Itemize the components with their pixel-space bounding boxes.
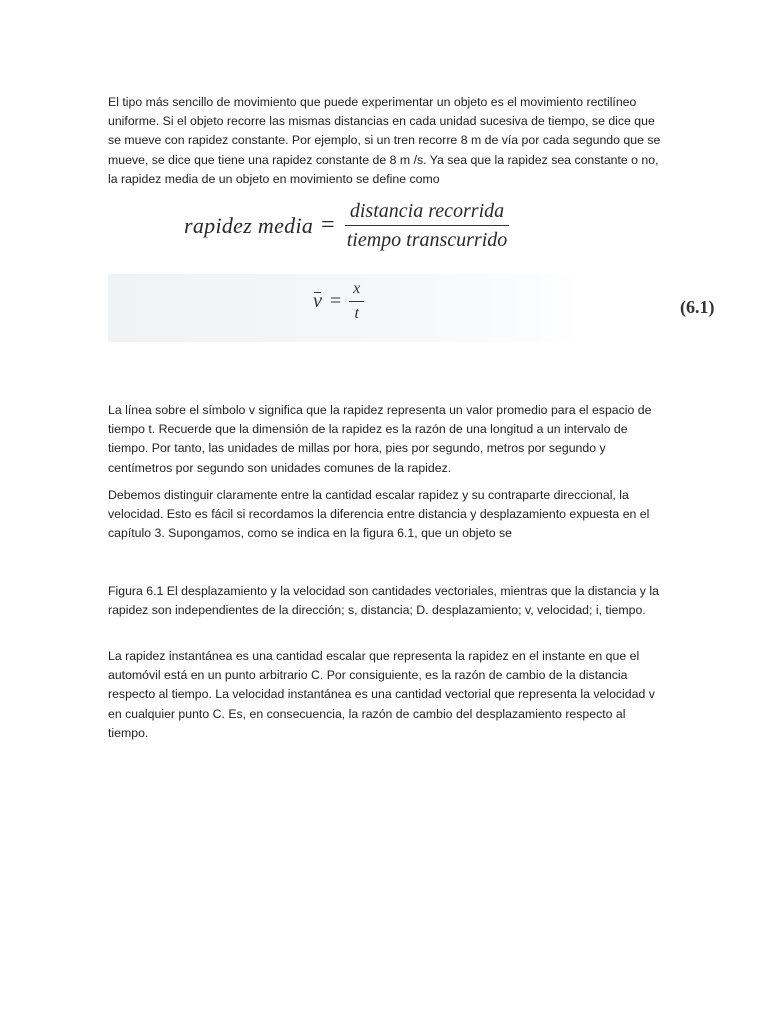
fraction-bar: [345, 225, 510, 226]
equation-number: (6.1): [680, 297, 715, 317]
formula-symbolic: [313, 280, 364, 323]
formula-image: [108, 192, 715, 342]
paragraph-scalar-vector: Debemos distinguir claramente entre la cantidad escalar rapidez y su contraparte direccional, la velocidad. Esto es fácil si recordamos la diferencia entre distancia y desplazamiento expuesta en el capítulo 3. Supongamos, como se indica en la figura 6.1, que un objeto se: [108, 488, 650, 541]
formula-denominator: tiempo transcurrido: [346, 229, 508, 251]
formula-definition: [184, 200, 509, 251]
formula-fraction: [345, 200, 510, 251]
formula-numerator: distancia recorrida: [349, 200, 505, 222]
formula-symbol-vbar: v: [313, 290, 322, 312]
formula-symbol-equals: =: [329, 290, 342, 312]
formula-symbol-fraction: [349, 280, 364, 323]
paragraph-average-speed: La línea sobre el símbolo v significa que la rapidez representa un valor promedio para el espacio de tiempo t. Recuerde que la dimensión de la rapidez es la razón de una longitud a un intervalo de tiempo. Por tanto, las unidades de millas por hora, pies por segundo, metros por segundo y centímetros por segundo son unidades comunes de la rapidez.: [108, 403, 652, 475]
formula-lhs: rapidez media: [184, 212, 314, 238]
formula-equals: =: [321, 212, 335, 238]
figure-caption: Figura 6.1 El desplazamiento y la velocidad son cantidades vectoriales, mientras que la distancia y la rapidez son independientes de la dirección; s, distancia; D. desplazamiento; v, velocidad; i, tiempo.: [108, 584, 659, 618]
paragraph-intro: El tipo más sencillo de movimiento que puede experimentar un objeto es el movimiento rectilíneo uniforme. Si el objeto recorre las mismas distancias en cada unidad sucesiva de tiempo, se dice que se mueve con rapidez constante. Por ejemplo, si un tren recorre 8 m de vía por cada segundo que se mueve, se dice que tiene una rapidez constante de 8 m /s. Ya sea que la rapidez sea constante o no, la rapidez media de un objeto en movimiento se define como: [108, 95, 661, 186]
fraction-bar: [349, 301, 364, 302]
paragraph-instantaneous: La rapidez instantánea es una cantidad escalar que representa la rapidez en el instante en que el automóvil está en un punto arbitrario C. Por consiguiente, es la razón de cambio de la distancia respecto al tiempo. La velocidad instantánea es una cantidad vectorial que representa la velocidad v en cualquier punto C. Es, en consecuencia, la razón de cambio del desplazamiento respecto al tiempo.: [108, 649, 655, 740]
formula-symbol-numerator: x: [353, 280, 361, 297]
formula-symbol-denominator: t: [354, 305, 359, 322]
